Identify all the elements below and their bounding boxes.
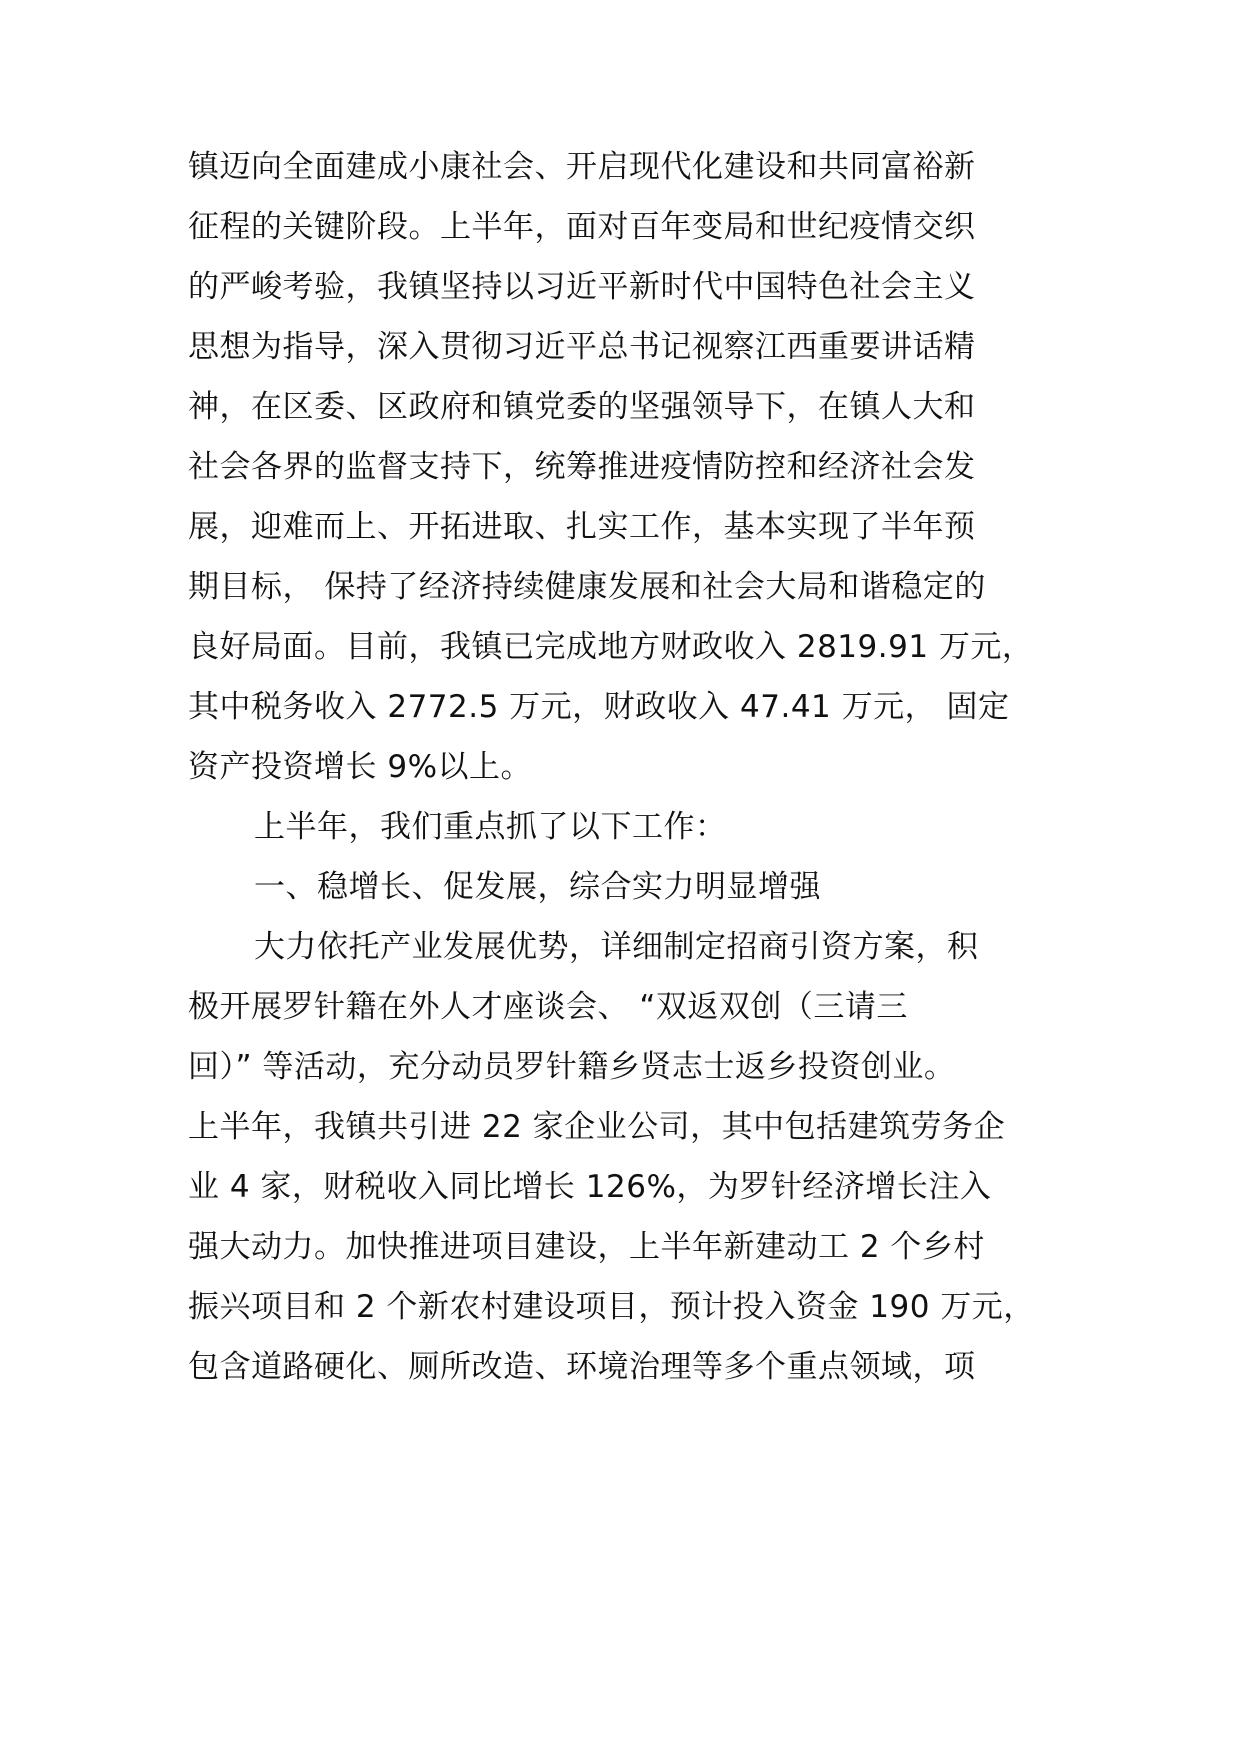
text-line: 思想为指导，深入贯彻习近平总书记视察江西重要讲话精 xyxy=(188,329,976,365)
text-line: 镇迈向全面建成小康社会、开启现代化建设和共同富裕新 xyxy=(188,149,976,185)
text-line: 神，在区委、区政府和镇党委的坚强领导下，在镇人大和 xyxy=(188,389,976,425)
text-line: 振兴项目和 2 个新农村建设项目，预计投入资金 190 万元， xyxy=(188,1289,1035,1325)
text-line: 展，迎难而上、开拓进取、扎实工作，基本实现了半年预 xyxy=(188,509,976,545)
text-line: 社会各界的监督支持下，统筹推进疫情防控和经济社会发 xyxy=(188,449,976,485)
text-line: 回）” 等活动，充分动员罗针籍乡贤志士返乡投资创业。 xyxy=(188,1049,956,1085)
text-line: 良好局面。目前，我镇已完成地方财政收入 2819.91 万元， xyxy=(188,629,1034,665)
text-line: 强大动力。加快推进项目建设，上半年新建动工 2 个乡村 xyxy=(188,1229,985,1265)
text-line: 征程的关键阶段。上半年，面对百年变局和世纪疫情交织 xyxy=(188,209,976,245)
section-heading: 一、稳增长、促发展，综合实力明显增强 xyxy=(254,869,821,905)
text-line: 的严峻考验，我镇坚持以习近平新时代中国特色社会主义 xyxy=(188,269,976,305)
paragraph-intro: 上半年，我们重点抓了以下工作： xyxy=(254,809,727,845)
text-line: 包含道路硬化、厕所改造、环境治理等多个重点领域，项 xyxy=(188,1349,976,1385)
text-line: 其中税务收入 2772.5 万元，财政收入 47.41 万元， 固定 xyxy=(188,689,1010,725)
text-line: 资产投资增长 9%以上。 xyxy=(188,749,533,785)
text-line: 业 4 家，财税收入同比增长 126%，为罗针经济增长注入 xyxy=(188,1169,992,1205)
text-line: 大力依托产业发展优势，详细制定招商引资方案，积 xyxy=(254,929,979,965)
text-line: 极开展罗针籍在外人才座谈会、 “双返双创（三请三 xyxy=(188,989,908,1025)
text-line: 期目标， 保持了经济持续健康发展和社会大局和谐稳定的 xyxy=(188,569,986,605)
text-line: 上半年，我镇共引进 22 家企业公司，其中包括建筑劳务企 xyxy=(188,1109,1006,1145)
